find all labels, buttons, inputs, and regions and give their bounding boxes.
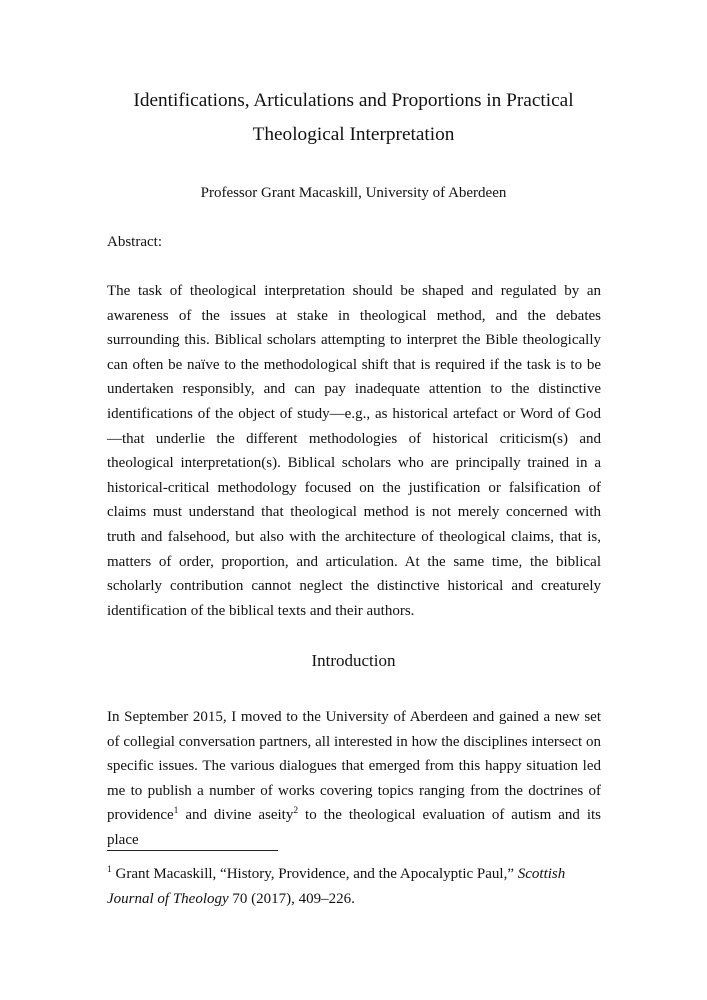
introduction-paragraph	[107, 705, 601, 853]
title-line-2: Theological Interpretation	[252, 124, 455, 145]
footnote-1	[107, 862, 601, 912]
abstract-label: Abstract:	[107, 234, 162, 250]
footnote-reference-2[interactable]: 2	[293, 806, 299, 817]
intro-text-part-3: to the theological evaluation of autism and its place	[107, 807, 602, 848]
author-affiliation: Professor Grant Macaskill, University of Aberdeen	[200, 185, 507, 201]
abstract-paragraph: The task of theological interpretation should be shaped and regulated by an awareness of the issues at stake in theological method, and the debates surrounding this. Biblical scholars attempting to interpret the Bible theologically can often be naïve to the methodological shift that is required if the task is to be undertaken responsibly, and can pay inadequate attention to the distinctive identifications of the object of study—e.g., as historical artefact or Word of God—that underlie the different methodologies of historical criticism(s) and theological interpretation(s). Biblical scholars who are principally trained in a historical-critical methodology focused on the justification or falsification of claims must understand that theological method is not merely concerned with truth and falsehood, but also with the architecture of theological claims, that is, matters of order, proportion, and articulation. At the same time, the biblical scholarly contribution cannot neglect the distinctive historical and creaturely identification of the biblical texts and their authors.	[107, 283, 601, 619]
footnote-separator	[107, 850, 278, 851]
footnote-reference-1[interactable]: 1	[173, 806, 179, 817]
document-title	[60, 84, 647, 152]
section-heading-introduction: Introduction	[311, 651, 396, 670]
footnote-number: 1	[107, 865, 112, 875]
intro-text-part-2: and divine aseity	[178, 807, 294, 824]
footnote-citation-details: 70 (2017), 409–226.	[228, 891, 355, 907]
title-line-1: Identifications, Articulations and Proportions in Practical	[133, 90, 574, 111]
intro-text-part-1: In September 2015, I moved to the University of Aberdeen and gained a new set of collegial conversation partners, all interested in how the disciplines intersect on specific issues. The various dialogues that emerged from this happy situation led me to publish a number of works covering topics ranging from the doctrines of providence	[107, 709, 601, 824]
footnote-journal-title: Scottish Journal of Theology	[107, 866, 566, 907]
footnote-text: Grant Macaskill, “History, Providence, and the Apocalyptic Paul,”	[111, 866, 518, 882]
